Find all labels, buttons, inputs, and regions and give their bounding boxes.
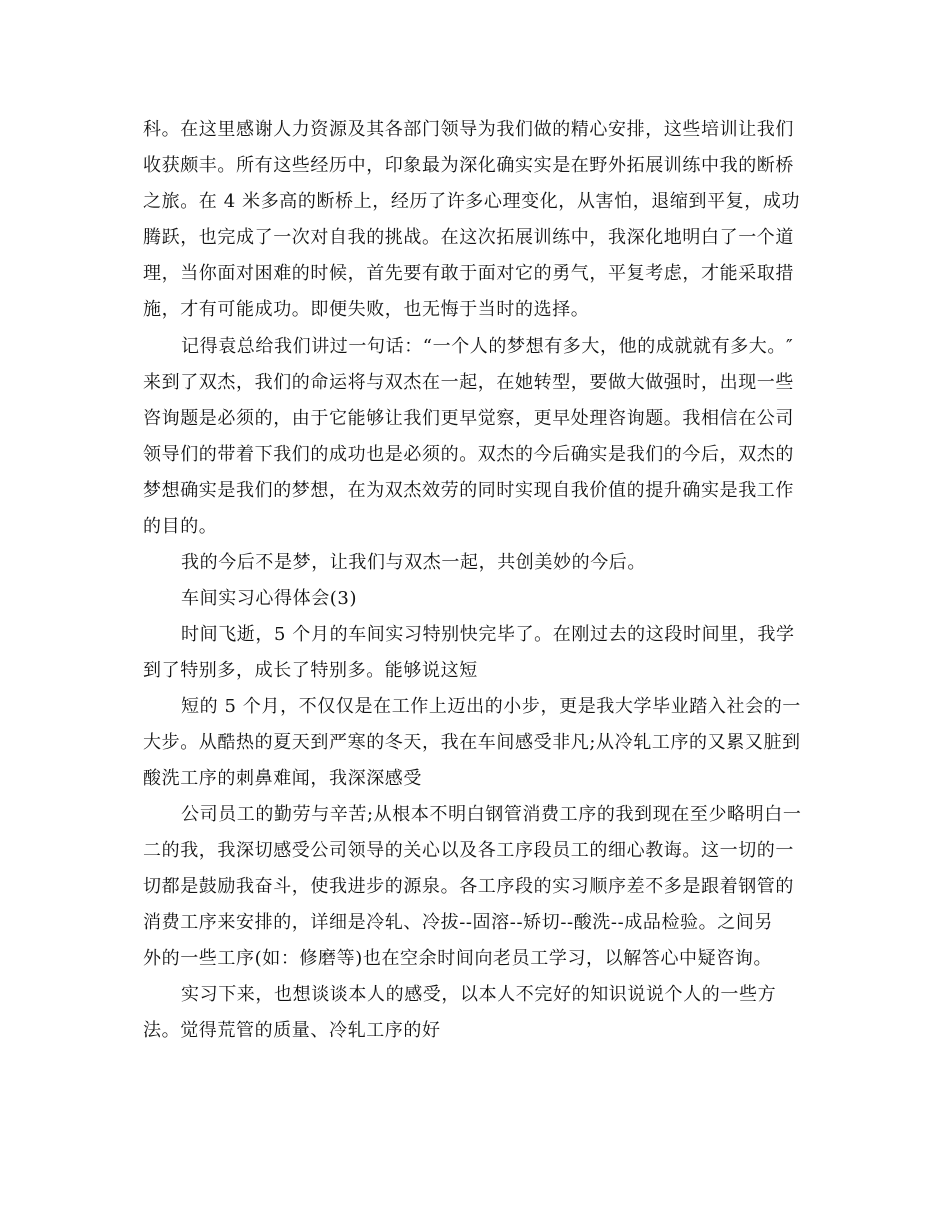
text-line: 咨询题是必须的，由于它能够让我们更早觉察，更早处理咨询题。我相信在公司 bbox=[143, 408, 794, 429]
text-line: 实习下来，也想谈谈本人的感受，以本人不完好的知识说说个人的一些方 bbox=[181, 984, 777, 1005]
text-line: 时间飞逝，5 个月的车间实习特别快完毕了。在刚过去的这段时间里，我学 bbox=[181, 624, 795, 645]
text-line: 到了特别多，成长了特别多。能够说这短 bbox=[143, 660, 478, 681]
text-line: 梦想确实是我们的梦想，在为双杰效劳的同时实现自我价值的提升确实是我工作 bbox=[143, 480, 794, 501]
text-line: 施，才有可能成功。即便失败，也无悔于当时的选择。 bbox=[143, 299, 590, 320]
text-line: 记得袁总给我们讲过一句话：“一个人的梦想有多大，他的成就就有多大。″ bbox=[181, 336, 794, 357]
text-line: 收获颇丰。所有这些经历中，印象最为深化确实实是在野外拓展训练中我的断桥 bbox=[143, 155, 794, 176]
text-line: 切都是鼓励我奋斗，使我进步的源泉。各工序段的实习顺序差不多是跟着钢管的 bbox=[143, 876, 794, 897]
section-heading: 车间实习心得体会(3) bbox=[181, 588, 358, 609]
text-line: 科。在这里感谢人力资源及其各部门领导为我们做的精心安排，这些培训让我们 bbox=[143, 119, 794, 140]
text-line: 我的今后不是梦，让我们与双杰一起，共创美妙的今后。 bbox=[181, 552, 646, 573]
text-line: 理，当你面对困难的时候，首先要有敢于面对它的勇气，平复考虑，才能采取措 bbox=[143, 263, 794, 284]
text-line: 的目的。 bbox=[143, 516, 218, 537]
text-line: 酸洗工序的刺鼻难闻，我深深感受 bbox=[143, 768, 422, 789]
text-line: 法。觉得荒管的质量、冷轧工序的好 bbox=[143, 1020, 441, 1041]
text-line: 大步。从酷热的夏天到严寒的冬天，我在车间感受非凡;从冷轧工序的又累又脏到 bbox=[143, 732, 801, 753]
text-line: 短的 5 个月，不仅仅是在工作上迈出的小步，更是我大学毕业踏入社会的一 bbox=[181, 696, 801, 717]
text-line: 消费工序来安排的，详细是冷轧、冷拔--固溶--矫切--酸洗--成品检验。之间另 bbox=[143, 912, 774, 933]
text-line: 之旅。在 4 米多高的断桥上，经历了许多心理变化，从害怕，退缩到平复，成功 bbox=[143, 191, 801, 212]
text-line: 二的我，我深切感受公司领导的关心以及各工序段员工的细心教诲。这一切的一 bbox=[143, 840, 794, 861]
text-line: 来到了双杰，我们的命运将与双杰在一起，在她转型，要做大做强时，出现一些 bbox=[143, 372, 794, 393]
text-line: 外的一些工序(如：修磨等)也在空余时间向老员工学习，以解答心中疑咨询。 bbox=[143, 948, 773, 969]
text-line: 腾跃，也完成了一次对自我的挑战。在这次拓展训练中，我深化地明白了一个道 bbox=[143, 227, 794, 248]
text-line: 公司员工的勤劳与辛苦;从根本不明白钢管消费工序的我到现在至少略明白一 bbox=[181, 804, 802, 825]
text-line: 领导们的带着下我们的成功也是必须的。双杰的今后确实是我们的今后，双杰的 bbox=[143, 444, 794, 465]
